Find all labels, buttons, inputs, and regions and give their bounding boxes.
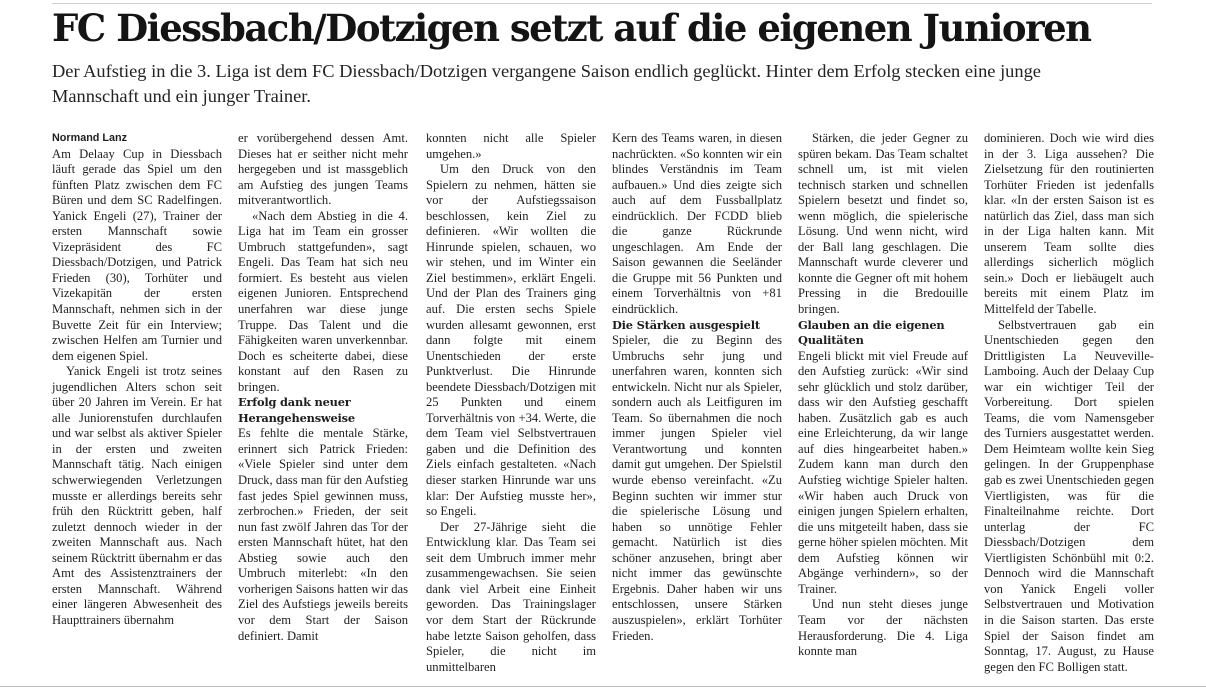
- article-body: [52, 131, 1154, 674]
- paragraph: er vorübergehend dessen Amt. Dieses hat er seither nicht mehr hergegeben und ist massgeblich am Aufstieg des jungen Teams mitverantwortlich.: [238, 131, 408, 208]
- article-headline: FC Diessbach/Dotzigen setzt auf die eigenen Junioren: [52, 6, 1091, 50]
- bottom-divider: [0, 686, 1206, 687]
- author-byline: Normand Lanz: [52, 132, 127, 144]
- paragraph: dominieren. Doch wie wird dies in der 3. Liga aussehen? Die Zielsetzung für den routinierten Torhüter Frieden ist jedenfalls klar. «In der ersten Saison ist es natürlich das Ziel, dass man sich in der Liga halten kann. Mit unserem Team sollte dies allerdings sicherlich möglich sein.» Doch er liebäugelt auch bereits mit einem Platz im Mittelfeld der Tabelle.: [984, 131, 1154, 317]
- text-column-1: [52, 131, 222, 629]
- paragraph: Der 27-Jährige sieht die Entwicklung klar. Das Team sei seit dem Umbruch immer mehr zusammengewachsen. Sie seien dank viel Arbeit eine Einheit geworden. Das Trainingslager vor dem Start der Rückrunde habe letzte Saison geholfen, dass Spieler, die nicht im unmittelbaren: [426, 519, 596, 674]
- paragraph: Es fehlte die mentale Stärke, erinnert sich Patrick Frieden: «Viele Spieler sind unter dem Druck, dass man für den Aufstieg fast jedes Spiel gewinnen muss, zerbrochen.» Frieden, der seit nun fast zwölf Jahren das Tor der ersten Mannschaft hütet, hat den Abstieg sowie auch den Umbruch miterlebt: «In den vorherigen Saisons hatten wir das Ziel des Aufstiegs jeweils bereits vor dem Start der Saison definiert. Damit: [238, 426, 408, 643]
- subheading: Die Stärken ausgespielt: [612, 317, 760, 332]
- top-divider: [52, 3, 1152, 4]
- paragraph: konnten nicht alle Spieler umgehen.»: [426, 131, 596, 161]
- paragraph: Stärken, die jeder Gegner zu spüren bekam. Das Team schaltet schnell um, ist mit vielen technisch starken und schnellen Spielern besetzt und findet so, wenn möglich, die spielerische Lösung. Und wenn nicht, wird der Ball lang geschlagen. Die Mannschaft wurde cleverer und konnte die Gegner oft mit hohem Pressing in die Bredouille bringen.: [798, 131, 968, 317]
- paragraph: Spieler, die zu Beginn des Umbruchs sehr jung und unerfahren waren, konnten sich entwickeln. Nicht nur als Spieler, sondern auch als Leitfiguren im Team. So übernahmen die noch immer jungen Spieler viel Verantwortung und konnten damit gut umgehen. Der Spielstil wurde ebenso vereinfacht. «Zu Beginn suchten wir immer stur die spielerische Lösung und haben so unnötige Fehler gemacht. Natürlich ist dies schöner anzusehen, bringt aber nicht immer das gewünschte Ergebnis. Daher haben wir uns entschlossen, unsere Stärken auszuspielen», erklärt Torhüter Frieden.: [612, 333, 782, 643]
- paragraph: «Nach dem Abstieg in die 4. Liga hat im Team ein grosser Umbruch stattgefunden», sagt Engeli. Das Team hat sich neu formiert. Es besteht aus vielen eigenen Junioren. Entsprechend unerfahren war diese junge Truppe. Das Talent und die Fähigkeiten waren unverkennbar. Doch es scheiterte dabei, diese konstant auf den Rasen zu bringen.: [238, 208, 408, 394]
- paragraph: Und nun steht dieses junge Team vor der nächsten Herausforderung. Die 4. Liga konnte man: [798, 597, 968, 659]
- paragraph: Kern des Teams waren, in diesen nachrückten. «So konnten wir ein blindes Verständnis im Team aufbauen.» Und dies zeigte sich auch auf dem Fussballplatz eindrücklich. Der FCDD blieb die ganze Rückrunde ungeschlagen. Am Ende der Saison gewannen die Seeländer die Gruppe mit 56 Punkten und einem Torverhältnis von +81 eindrücklich.: [612, 131, 782, 317]
- paragraph: Am Delaay Cup in Diessbach läuft gerade das Spiel um den fünften Platz zwischen dem FC Büren und dem SC Radelfingen. Yanick Engeli (27), Trainer der ersten Mannschaft sowie Vizepräsident des FC Diessbach/Dotzigen, und Patrick Frieden (30), Torhüter und Vizekapitän der ersten Mannschaft, nehmen sich in der Buvette Zeit für ein Interview; zwischen Helfen am Turnier und dem eigenen Spiel.: [52, 146, 222, 363]
- text-column-2: [238, 131, 408, 644]
- subheading: Erfolg dank neuer Herangehensweise: [238, 395, 355, 425]
- text-column-3: [426, 131, 596, 675]
- text-column-4: [612, 131, 782, 644]
- paragraph: Selbstvertrauen gab ein Unentschieden gegen den Drittligisten La Neuveville-Lamboing. Auch der Delaay Cup war ein wichtiger Teil der Vorbereitung. Dort spielen Teams, die vom Namensgeber des Turniers ausgestattet werden. Dem Heimteam wollte kein Sieg gelingen. In der Gruppenphase gab es zwei Unentschieden gegen Viertligisten, was für die Finalteilnahme reichte. Dort unterlag der FC Diessbach/Dotzigen dem Viertligisten Schönbühl mit 0:2. Dennoch wird die Mannschaft von Yanick Engeli voller Selbstvertrauen und Motivation in die Saison starten. Das erste Spiel der Saison findet am Sonntag, 17. August, zu Hause gegen den FC Bolligen statt.: [984, 317, 1154, 674]
- subheading: Glauben an die eigenen Qualitäten: [798, 317, 945, 348]
- article-lead: Der Aufstieg in die 3. Liga ist dem FC Diessbach/Dotzigen vergangene Saison endlich geglückt. Hinter dem Erfolg stecken eine junge Mannschaft und ein junger Trainer.: [52, 61, 1041, 106]
- paragraph: Um den Druck von den Spielern zu nehmen, hätten sie vor der Aufstiegssaison beschlossen, kein Ziel zu definieren. «Wir wollten die Hinrunde spielen, schauen, wo wir stehen, und im Winter ein Ziel bestimmen», erklärt Engeli. Und der Plan des Trainers ging auf. Die ersten sechs Spiele wurden allesamt gewonnen, erst dann folgte mit einem Unentschieden der erste Punktverlust. Die Hinrunde beendete Diessbach/Dotzigen mit 25 Punkten und einem Torverhältnis von +34. Werte, die dem Team viel Selbstvertrauen gaben und die Definition des Ziels einfach gestalteten. «Nach dieser starken Hinrunde war uns klar: Der Aufstieg musste her», so Engeli.: [426, 162, 596, 519]
- paragraph: Engeli blickt mit viel Freude auf den Aufstieg zurück: «Wir sind sehr glücklich und stolz darüber, dass wir den Aufstieg geschafft haben. Zusätzlich gab es auch eine Erleichterung, da wir lange auf dies hingearbeitet haben.» Zudem kann man durch den Aufstieg wichtige Spieler halten. «Wir haben auch Druck von einigen jungen Spielern erhalten, die uns mitgeteilt haben, dass sie gerne höher spielen möchten. Mit dem Aufstieg können wir Abgänge verhindern», so der Trainer.: [798, 348, 968, 596]
- text-column-5: [798, 131, 968, 660]
- paragraph: Yanick Engeli ist trotz seines jugendlichen Alters schon seit über 20 Jahren im Verein. Er hat alle Juniorenstufen durchlaufen und war selbst als aktiver Spieler in der ersten und zweiten Mannschaft tätig. Nach einigen schwerwiegenden Verletzungen musste er allerdings bereits sehr früh den Rücktritt geben, half zuletzt dennoch wieder in der zweiten Mannschaft aus. Nach seinem Rücktritt übernahm er das Amt des Assistenztrainers der ersten Mannschaft. Während einer längeren Abwesenheit des Haupttrainers übernahm: [52, 364, 222, 627]
- text-column-6: [984, 131, 1154, 675]
